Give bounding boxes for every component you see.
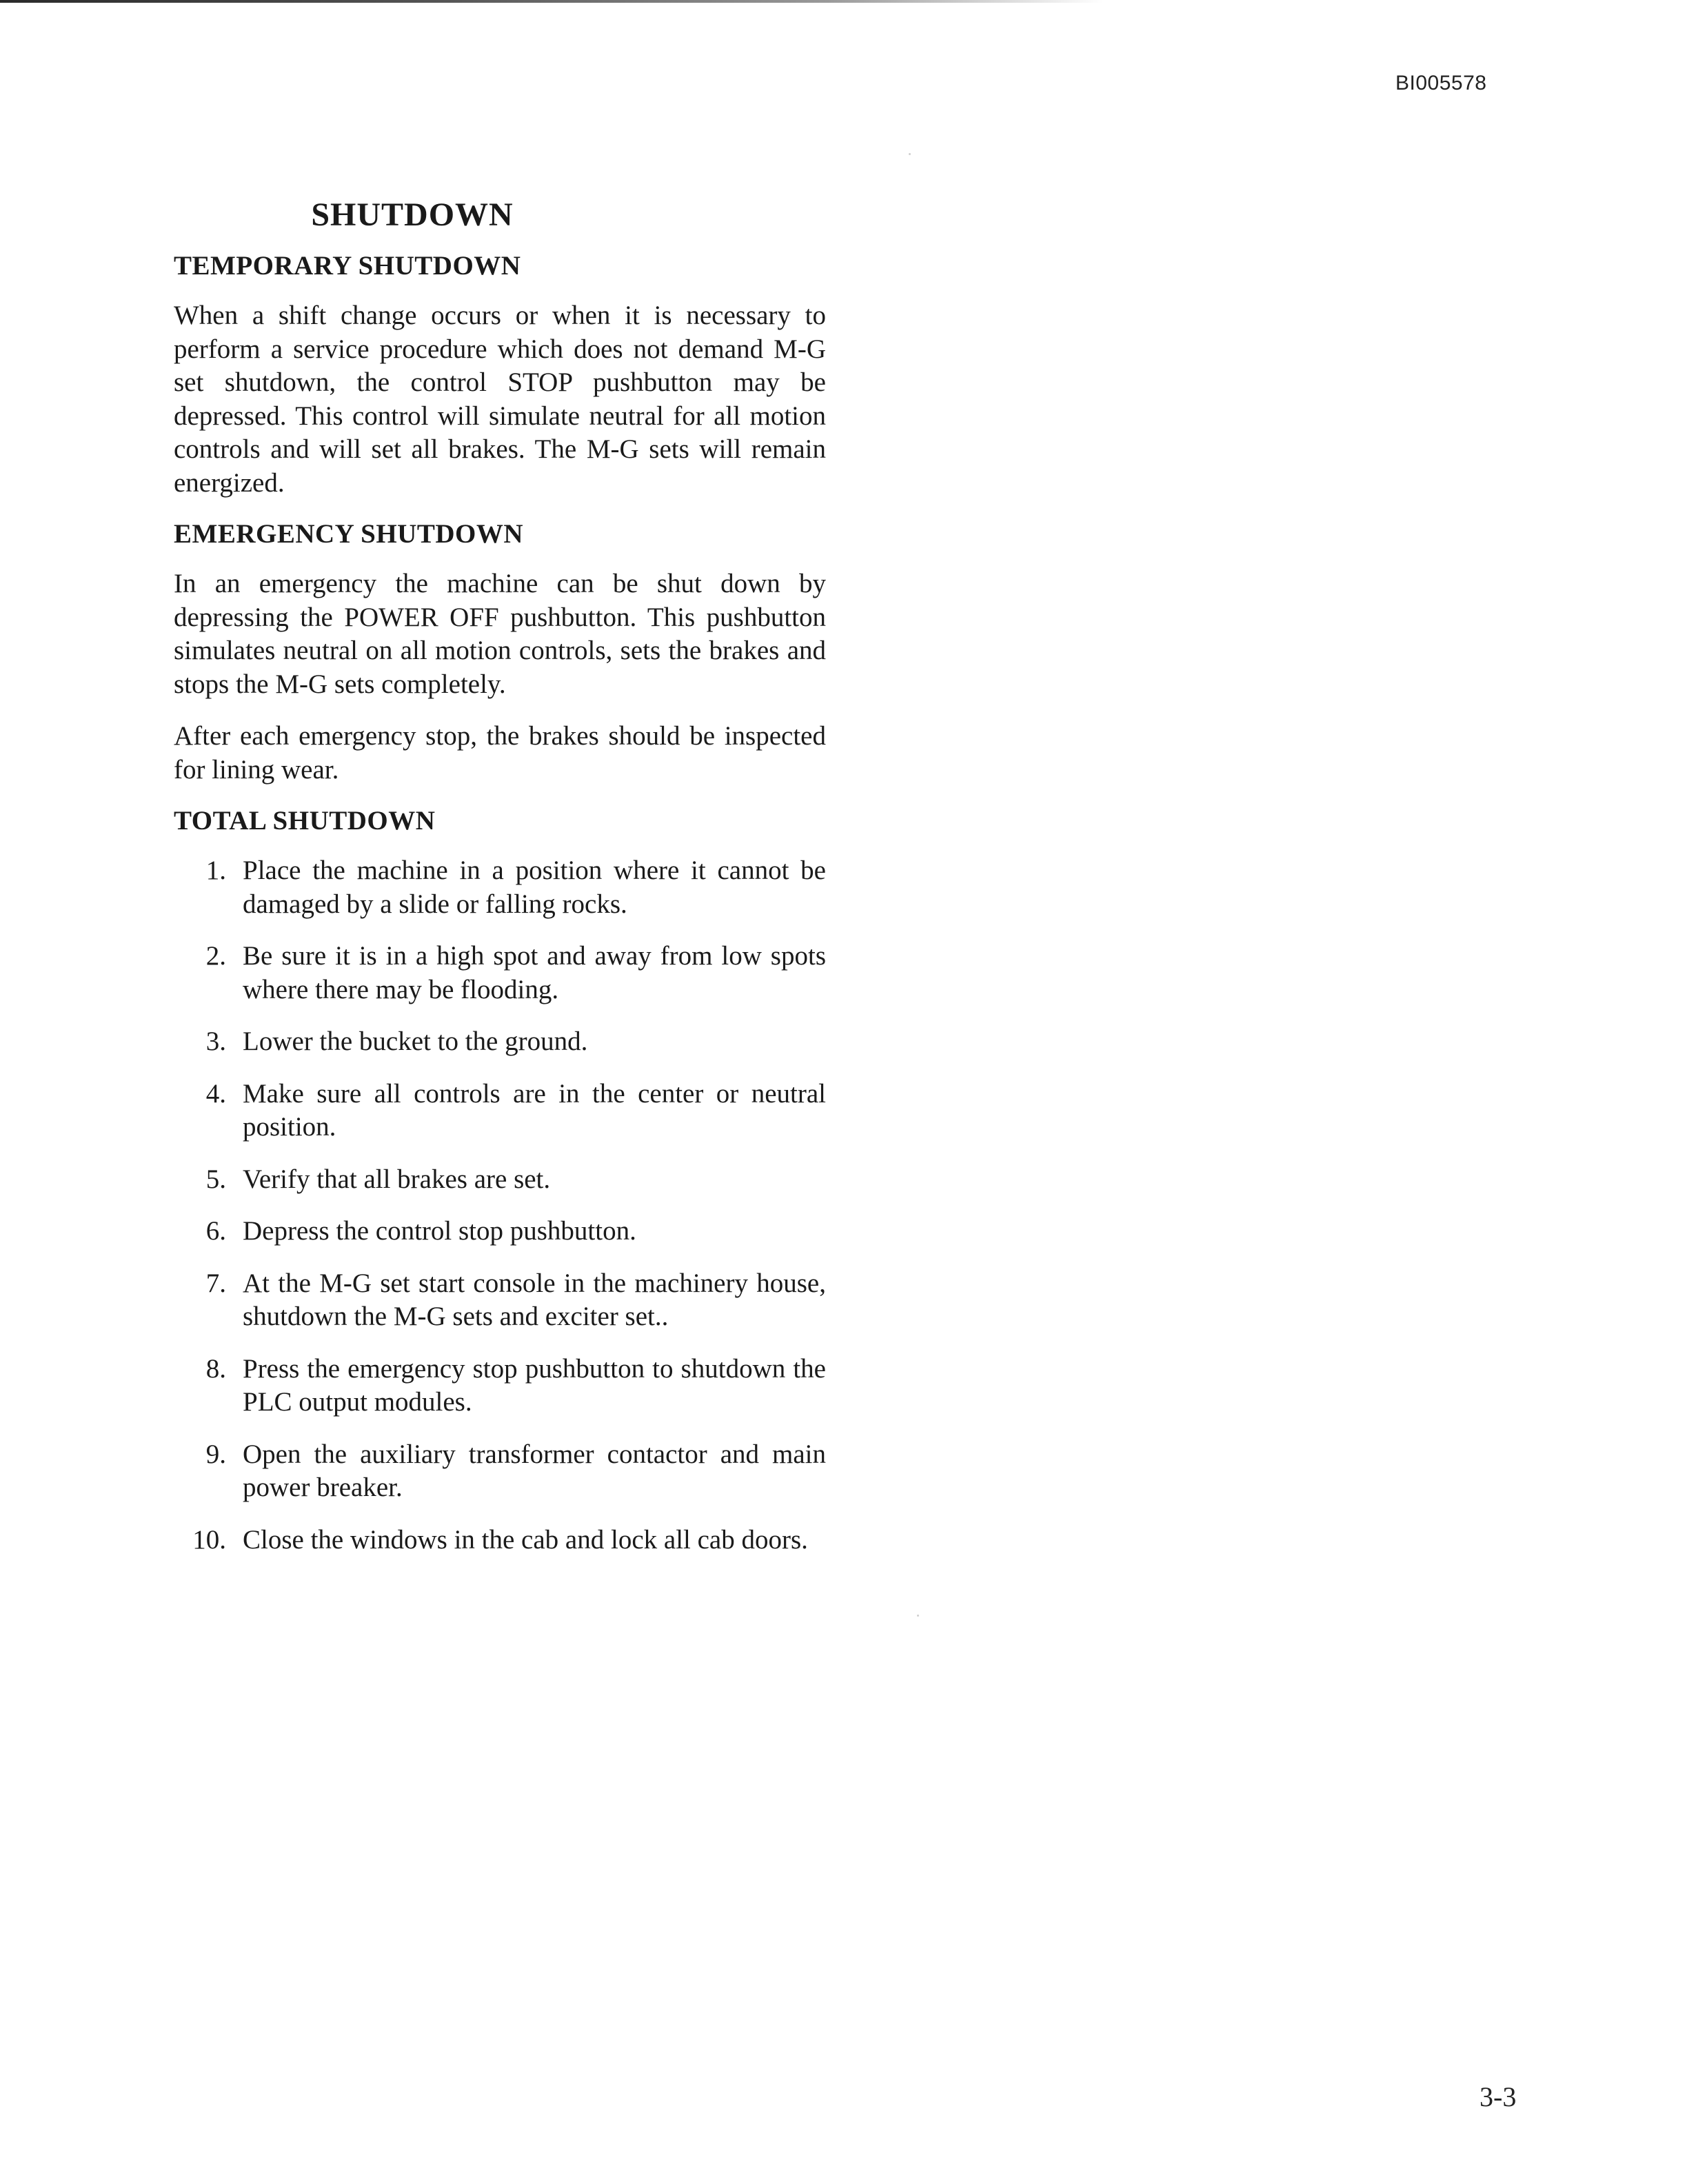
list-item — [174, 1215, 826, 1248]
list-item — [174, 1163, 826, 1197]
list-item — [174, 1353, 826, 1419]
step-text: Place the machine in a position where it cannot be damaged by a slide or falling rocks. — [243, 856, 826, 919]
list-item — [174, 1267, 826, 1334]
list-item — [174, 1078, 826, 1144]
section-heading-total: TOTAL SHUTDOWN — [174, 806, 436, 836]
step-number: 4. — [205, 1078, 226, 1109]
list-item — [174, 1438, 826, 1505]
step-text: Open the auxiliary transformer contactor and main power breaker. — [243, 1439, 826, 1502]
scan-edge-line — [0, 0, 1103, 3]
section-heading-temporary: TEMPORARY SHUTDOWN — [174, 251, 521, 281]
emergency-paragraph: In an emergency the machine can be shut down by depressing the POWER OFF pushbutton. This pushbutton simulates neutral on all motion controls, sets the brakes and stops the M-G sets completely. — [174, 569, 826, 699]
step-text: Be sure it is in a high spot and away from low spots where there may be flooding. — [243, 941, 826, 1004]
page-content — [174, 196, 826, 1575]
scan-speck — [917, 1615, 919, 1617]
step-text: Lower the bucket to the ground. — [243, 1027, 588, 1056]
list-item — [174, 1025, 826, 1059]
page-title: SHUTDOWN — [311, 196, 514, 233]
total-shutdown-steps — [174, 854, 826, 1557]
step-text: Close the windows in the cab and lock all cab doors. — [243, 1524, 808, 1555]
step-text: Make sure all controls are in the center or neutral position. — [243, 1078, 826, 1142]
document-id: BI005578 — [1395, 72, 1487, 94]
step-number: 9. — [205, 1439, 226, 1469]
step-number: 2. — [205, 941, 226, 971]
list-item — [174, 1524, 826, 1557]
page-number: 3-3 — [1480, 2081, 1517, 2112]
step-number: 10. — [192, 1524, 226, 1555]
step-text: Depress the control stop pushbutton. — [243, 1216, 636, 1246]
list-item — [174, 940, 826, 1007]
section-heading-emergency: EMERGENCY SHUTDOWN — [174, 519, 524, 549]
list-item — [174, 854, 826, 921]
step-text: Press the emergency stop pushbutton to shutdown the PLC output modules. — [243, 1353, 826, 1417]
temporary-paragraph: When a shift change occurs or when it is necessary to perform a service procedure which does not demand M-G set shutdown, the control STOP pushbutton may be depressed. This control will simulate neutral for all motion controls and will set all brakes. The M-G sets will remain energized. — [174, 301, 826, 498]
step-number: 5. — [205, 1164, 226, 1194]
step-text: Verify that all brakes are set. — [243, 1164, 551, 1194]
emergency-paragraph: After each emergency stop, the brakes should be inspected for lining wear. — [174, 721, 826, 785]
step-number: 7. — [205, 1268, 226, 1298]
scan-speck — [909, 153, 911, 155]
step-number: 3. — [205, 1027, 226, 1056]
step-text: At the M-G set start console in the machinery house, shutdown the M-G sets and exciter set.. — [243, 1268, 826, 1331]
step-number: 1. — [205, 856, 226, 885]
step-number: 8. — [205, 1353, 226, 1384]
step-number: 6. — [205, 1216, 226, 1246]
